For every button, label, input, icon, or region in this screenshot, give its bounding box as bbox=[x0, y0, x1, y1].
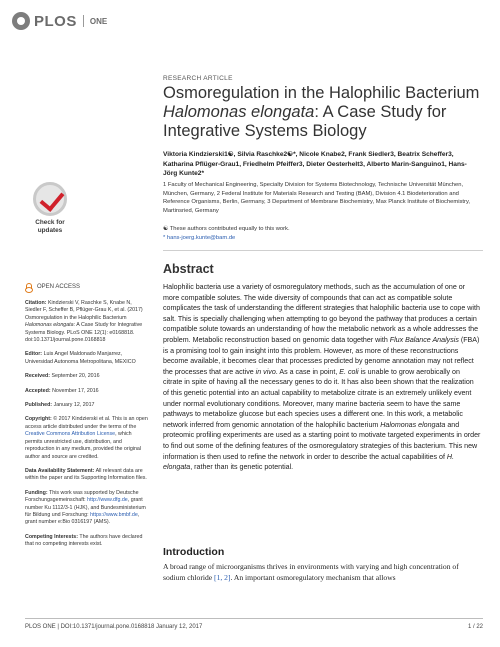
check-label-line1: Check for bbox=[35, 219, 65, 226]
competing-interests-block bbox=[25, 534, 149, 549]
data-availability-text: All relevant data are within the paper and its Supporting Information files. bbox=[25, 467, 147, 482]
abstract-italic: Halomonas elongata bbox=[380, 420, 446, 429]
abstract-part: Halophilic bacteria use a variety of osmoregulatory methods, such as the accumulation of one or more compatible solutes. The wide diversity of compounds that can act as compatible solute complicates the task of understanding the different strategies that halophilic bacteria use to cope with salt. This is specially challenging when attempting to go beyond the pathway that produces a certain compatible solute towards an understanding of how the metabolic network as a whole addresses the problem. Metabolic reconstruction based on genomic data together with bbox=[163, 283, 480, 344]
article-type: RESEARCH ARTICLE bbox=[163, 75, 233, 82]
footer-divider bbox=[25, 618, 483, 619]
abstract-part: (FBA) is a promising tool to gain insight into this problem. However, as more of these reconstructions become available, it becomes clear that processes predicted by genome annotation may not reflect the processes that are active bbox=[163, 335, 480, 376]
copyright-label: Copyright: bbox=[25, 416, 52, 423]
introduction-text bbox=[163, 562, 481, 583]
editor-label: Editor: bbox=[25, 351, 43, 358]
check-label-line2: updates bbox=[37, 226, 63, 234]
copyright-block bbox=[25, 416, 149, 460]
accepted-block bbox=[25, 388, 149, 395]
abstract-italic: E. coli bbox=[339, 367, 359, 376]
abstract-text bbox=[163, 282, 481, 473]
abstract-part: , rather than its genetic potential. bbox=[190, 463, 294, 472]
abstract-italic: H. elongata bbox=[163, 452, 455, 472]
competing-interests-label: Competing Interests: bbox=[25, 533, 78, 540]
license-link[interactable]: Creative Commons Attribution License bbox=[25, 431, 116, 438]
plos-one-logo bbox=[12, 12, 107, 30]
logo-journal: ONE bbox=[89, 16, 108, 26]
copyright-text-b: , which permits unrestricted use, distribution, and reproduction in any medium, provided the original author and source are credited. bbox=[25, 431, 142, 460]
published-block bbox=[25, 402, 149, 409]
citation-link[interactable]: [1, 2] bbox=[214, 572, 231, 582]
plos-logo-icon bbox=[12, 12, 30, 30]
editor-value: Luis Angel Maldonado Manjarrez, Universidad Autonoma Metropolitana, MEXICO bbox=[25, 351, 136, 365]
editor-block bbox=[25, 351, 149, 366]
data-availability-label: Data Availability Statement: bbox=[25, 467, 95, 474]
competing-interests-text: The authors have declared that no competing interests exist. bbox=[25, 533, 143, 548]
check-for-updates-button[interactable] bbox=[27, 182, 73, 244]
article-title bbox=[163, 84, 483, 141]
abstract-italic: in vivo bbox=[255, 367, 276, 376]
published-date: January 12, 2017 bbox=[53, 402, 95, 409]
copyright-text-a: © 2017 Kindzierski et al. This is an open access article distributed under the terms of the bbox=[25, 416, 148, 430]
open-access-badge bbox=[25, 283, 149, 293]
page-footer bbox=[25, 624, 483, 630]
citation-text-a: Kindzierski V, Raschke S, Knabe N, Siedler F, Scheffer B, Pflüger-Grau K, et al. (2017) Osmoregulation in the Halophilic Bacterium bbox=[25, 300, 143, 321]
accepted-date: November 17, 2016 bbox=[52, 387, 99, 394]
abstract-part: and proteomic profiling experiments are used as a starting point to motivate targeted experiments in order to find out some of the defining features of the osmoregulatory strategies of this bacterium. This new information is then used to refine the network in order to describe the actual capabilities of bbox=[163, 420, 481, 461]
citation-label: Citation: bbox=[25, 300, 47, 306]
logo-divider bbox=[83, 15, 84, 27]
open-lock-icon bbox=[25, 283, 33, 293]
funding-block bbox=[25, 490, 149, 527]
corresponding-email-link[interactable]: * hans-joerg.kunte@bam.de bbox=[163, 234, 236, 241]
open-access-label: OPEN ACCESS bbox=[37, 284, 81, 291]
check-for-updates-label bbox=[35, 219, 64, 234]
checkmark-icon bbox=[33, 182, 67, 216]
received-block bbox=[25, 373, 149, 380]
introduction-heading: Introduction bbox=[163, 546, 225, 558]
abstract-part: is unable to grow aerobically on citrate in spite of having all the necessary genes to do it. It has also been shown that the realization of this genetic potential into an actual capability to metabolize citrate is an extremely unlikely event under normal evolutionary conditions. Moreover, many marine bacteria seem to have the same pathways to metabolize glucose but each species uses a different one. In this work, a metabolic network inferred from genomic annotation of the halophilic bacterium bbox=[163, 367, 474, 429]
affiliations: 1 Faculty of Mechanical Engineering, Specialty Division for Systems Biotechnology, Technische Universität München, München, Germany, 2 Federal Institute for Materials Research and Testing (BAM), Division 4.1 Biodeterioration and Reference Organisms, Berlin, Germany, 3 Department of Membrane Biochemistry, Max Planck Institute of Biochemistry, Martinsried, Germany bbox=[163, 182, 471, 214]
funding-text-c: , grant number e:Bio 0316197 (AMS). bbox=[25, 511, 140, 526]
author-list: Viktoria Kindzierski1☯, Silvia Raschke2☯*, Nicole Knabe2, Frank Siedler3, Beatrix Scheffer3, Katharina Pflüger-Grau1, Friedhelm Pfeiffer3, Dieter Oesterhelt3, Alberto Marin-Sanguino1, Hans-Jörg Kunte2* bbox=[163, 151, 467, 177]
intro-part: . An important osmoregulatory mechanism that allows bbox=[230, 572, 396, 582]
logo-brand: PLOS bbox=[34, 12, 77, 30]
data-availability-block bbox=[25, 468, 149, 483]
equal-contribution-note: ☯ These authors contributed equally to this work. bbox=[163, 226, 290, 232]
abstract-heading: Abstract bbox=[163, 262, 214, 276]
funding-label: Funding: bbox=[25, 489, 48, 496]
dfg-link[interactable]: http://www.dfg.de bbox=[87, 497, 128, 504]
citation-text-b: : A Case Study for Integrative Systems Biology. PLoS ONE 12(1): e0168818. doi:10.1371/journal.pone.0168818 bbox=[25, 322, 143, 344]
abstract-italic: Flux Balance Analysis bbox=[389, 335, 459, 344]
author-notes bbox=[163, 225, 478, 242]
footer-journal-info: PLOS ONE | DOI:10.1371/journal.pone.0168818 January 12, 2017 bbox=[25, 624, 203, 630]
received-label: Received: bbox=[25, 373, 51, 380]
title-rest: : A Case Study for Integrative Systems Biology bbox=[163, 103, 447, 140]
citation-block bbox=[25, 300, 149, 344]
funding-text-b: , grant number Ku 1112/3-1 (HJK), and Bundesministerium für Bildung und Forschung: bbox=[25, 497, 146, 518]
accepted-label: Accepted: bbox=[25, 387, 51, 394]
bmbf-link[interactable]: https://www.bmbf.de bbox=[90, 511, 138, 518]
citation-species: Halomonas elongata bbox=[25, 322, 74, 329]
funding-text-a: This work was supported by Deutsche Forschungsgemeinschaft: bbox=[25, 489, 139, 504]
page-number: 1 / 22 bbox=[467, 624, 483, 630]
title-line1: Osmoregulation in the Halophilic Bacterium bbox=[163, 84, 480, 102]
title-species: Halomonas elongata bbox=[163, 103, 315, 121]
header-divider bbox=[163, 250, 483, 251]
article-info-sidebar bbox=[25, 283, 149, 556]
intro-part: A broad range of microorganisms thrives in environments with varying and high concentration of sodium chloride bbox=[163, 562, 459, 582]
received-date: September 20, 2016 bbox=[51, 373, 100, 380]
abstract-part: . As a case in point, bbox=[275, 367, 340, 376]
published-label: Published: bbox=[25, 402, 53, 409]
